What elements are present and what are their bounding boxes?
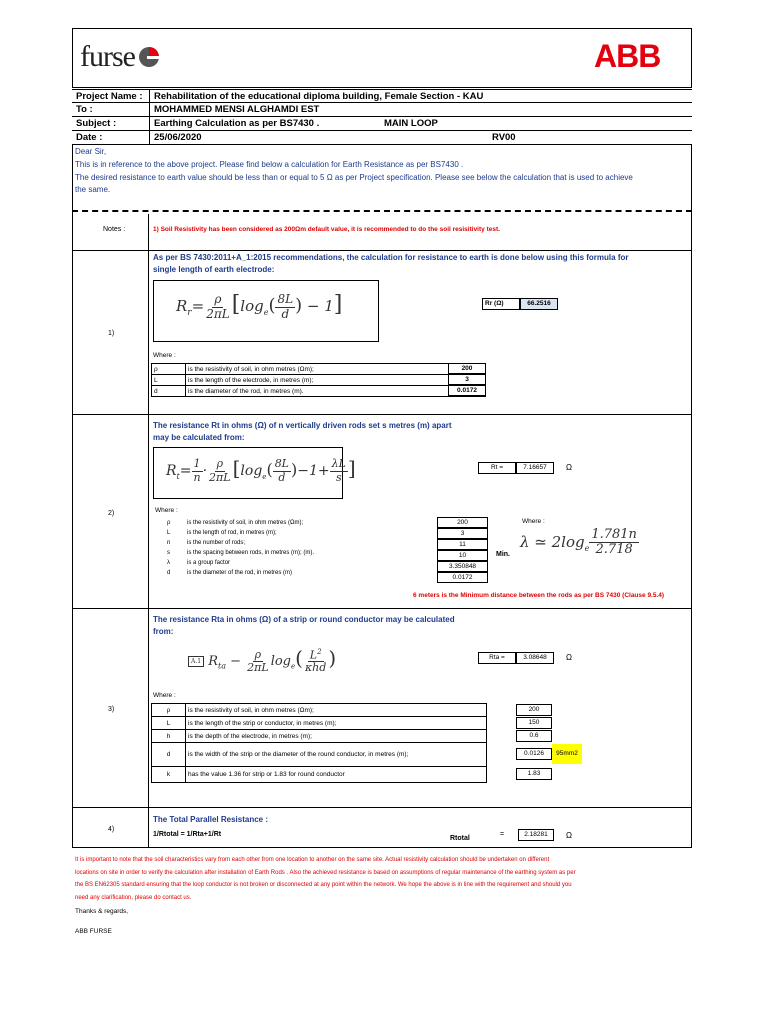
spacing-value: 10	[437, 550, 488, 561]
min-label: Min.	[496, 551, 510, 558]
date-label: Date :	[76, 132, 103, 143]
to-label: To :	[76, 104, 93, 115]
notes-text: 1) Soil Resistivity has been considered as 200Ωm default value, it is recommended to do the soil resisitivity test.	[153, 226, 500, 233]
subject-value: Earthing Calculation as per BS7430 .	[154, 118, 320, 129]
furse-logo-mark-icon	[138, 46, 160, 68]
rho-value-1: 200	[448, 363, 486, 374]
length-value-3: 150	[516, 717, 552, 729]
rr-label: Rr (Ω)	[482, 298, 520, 310]
width-value: 0.0126	[516, 748, 552, 760]
section-1-where: Where :	[153, 352, 176, 359]
rt-unit: Ω	[566, 463, 572, 472]
section-2-vars	[167, 518, 314, 578]
table-row: d is the diameter of the rod, in metres (m).	[152, 386, 486, 397]
section-3-vars-table	[151, 703, 487, 783]
rta-unit: Ω	[566, 653, 572, 662]
diameter-value-1: 0.0172	[448, 385, 486, 396]
revision-value: RV00	[492, 132, 516, 143]
list-item: L is the length of rod, in metres (m);	[167, 530, 277, 536]
rho-value-3: 200	[516, 704, 552, 716]
rods-value: 11	[437, 539, 488, 550]
section-4-title: The Total Parallel Resistance :	[153, 815, 269, 824]
list-item: ρ is the resistivity of soil, in ohm metres (Ωm);	[167, 520, 304, 526]
table-row: L is the length of the electrode, in metres (m);	[152, 375, 486, 386]
to-row	[72, 103, 692, 117]
rt-value: 7.16657	[516, 462, 554, 474]
rtotal-equals: =	[500, 831, 505, 838]
section-1-formula: $R_r=$ $\frac{\rho}{2\pi L}$ [$\log_e$( $\frac{8L}{d}$ ) − 1]	[176, 292, 343, 321]
project-name-value: Rehabilitation of the educational diploma building, Female Section - KAU	[154, 91, 484, 102]
furse-logo: furse	[80, 40, 135, 73]
rta-label: Rta =	[478, 652, 516, 664]
subject-extra: MAIN LOOP	[384, 118, 438, 129]
dashed-divider	[72, 210, 692, 212]
date-row	[72, 131, 692, 145]
rr-value: 66.2516	[520, 298, 558, 310]
table-row: k has the value 1.36 for strip or 1.83 for round conductor	[152, 767, 487, 783]
k-value: 1.83	[516, 768, 552, 780]
section-3-number: 3)	[108, 706, 115, 713]
rta-value: 3.08648	[516, 652, 554, 664]
intro-line-1: This is in reference to the above project. Please find below a calculation for Earth Resistance as per BS7430 .	[75, 160, 464, 169]
group-factor-value: 3.350848	[437, 561, 488, 572]
table-row: L is the length of the strip or conductor, in metres (m);	[152, 717, 487, 730]
list-item: d is the diameter of the rod, in metres (m)	[167, 570, 293, 576]
list-item: n is the number of rods;	[167, 540, 246, 546]
section-4-formula: 1/Rtotal = 1/Rta+1/Rt	[153, 831, 222, 838]
subject-row	[72, 117, 692, 131]
section-3-title-b: from:	[153, 627, 174, 636]
section-2-where: Where :	[155, 507, 178, 514]
section-2-title-b: may be calculated from:	[153, 433, 245, 442]
project-name-row	[72, 89, 692, 103]
section-1-number: 1)	[108, 330, 115, 337]
section-3-formula: A.1 $R_{ta}$ − $\frac{\rho}{2\pi L}$ $\log_e$( $\frac{L^2}{\text{κhd}}$ )	[188, 646, 336, 674]
greeting: Dear Sir,	[75, 147, 107, 156]
section-3-where: Where :	[153, 692, 176, 699]
section-2-note: 6 meters is the Minimum distance between the rods as per BS 7430 (Clause 9.5.4)	[413, 592, 665, 599]
section-1-title-b: single length of earth electrode:	[153, 265, 275, 274]
subject-label: Subject :	[76, 118, 117, 129]
section-2-formula: $R_t=$ $\frac{1}{n}$ · $\frac{\rho}{2\pi L}$ [$\log_e$( $\frac{8L}{d}$ )−1+ $\frac{\lambda L}{s}$ ]	[166, 456, 356, 484]
project-name-label: Project Name :	[76, 91, 143, 102]
rtotal-unit: Ω	[566, 831, 572, 840]
length-value-2: 3	[437, 528, 488, 539]
list-item: s is the spacing between rods, in metres (m); (m).	[167, 550, 315, 556]
disclaimer: It is important to note that the soil characteristics vary from each other from one location to another on the same site. Actual resistivity calculation should be undertaken on different locations on site in order to verify the calculation after installation of Earth Rods . Also the achieved resistance is based on assumptions of regular maintenance of the earthing system as per the BS EN62305 standard ensuring that the loop conductor is not broken or disconnected at any point within the network. We hope the above is in line with the requirement and should you need any clarification, please do contact us.	[75, 857, 576, 901]
rho-value-2: 200	[437, 517, 488, 528]
section-2-number: 2)	[108, 510, 115, 517]
section-3-title-a: The resistance Rta in ohms (Ω) of a strip or round conductor may be calculated	[153, 615, 455, 624]
signature: ABB FURSE	[75, 928, 112, 935]
rt-label: Rt =	[478, 462, 516, 474]
to-value: MOHAMMED MENSI ALGHAMDI EST	[154, 104, 320, 115]
lambda-formula: λ ≃ $2\log_e$ $\frac{1.781n}{2.718}$	[520, 527, 637, 558]
length-value-1: 3	[448, 374, 486, 385]
rtotal-label: Rtotal	[450, 835, 470, 842]
intro-line-2a: The desired resistance to earth value should be less than or equal to 5 Ω as per Project specification. Please see below the calculation that is used to achieve	[75, 173, 633, 182]
table-row: ρ is the resistivity of soil, in ohm metres (Ωm);	[152, 704, 487, 717]
notes-label: Notes :	[103, 226, 126, 233]
list-item: λ is a group factor	[167, 560, 231, 566]
section-2-where-right: Where :	[522, 518, 545, 525]
closing-thanks: Thanks & regards,	[75, 908, 129, 915]
section-2-title-a: The resistance Rt in ohms (Ω) of n vertically driven rods set s metres (m) apart	[153, 421, 452, 430]
diameter-value-2: 0.0172	[437, 572, 488, 583]
rtotal-value: 2.18281	[518, 829, 554, 841]
info-divider	[149, 89, 150, 145]
section-4-number: 4)	[108, 826, 115, 833]
intro-line-2b: the same.	[75, 185, 111, 194]
table-row: ρ is the resistivity of soil, in ohm metres (Ωm);	[152, 364, 486, 375]
section-1-title-a: As per BS 7430:2011+A_1:2015 recommendations, the calculation for resistance to earth is done below using this formula for	[153, 253, 629, 262]
conductor-size-highlight: 95mm2	[552, 744, 582, 764]
section-1-vars-table	[151, 363, 486, 397]
table-row: d is the width of the strip or the diameter of the round conductor, in metres (m);	[152, 743, 487, 767]
table-row: h is the depth of the electrode, in metres (m);	[152, 730, 487, 743]
date-value: 25/06/2020	[154, 132, 202, 143]
abb-logo: ABB	[594, 38, 661, 74]
depth-value: 0.6	[516, 730, 552, 742]
